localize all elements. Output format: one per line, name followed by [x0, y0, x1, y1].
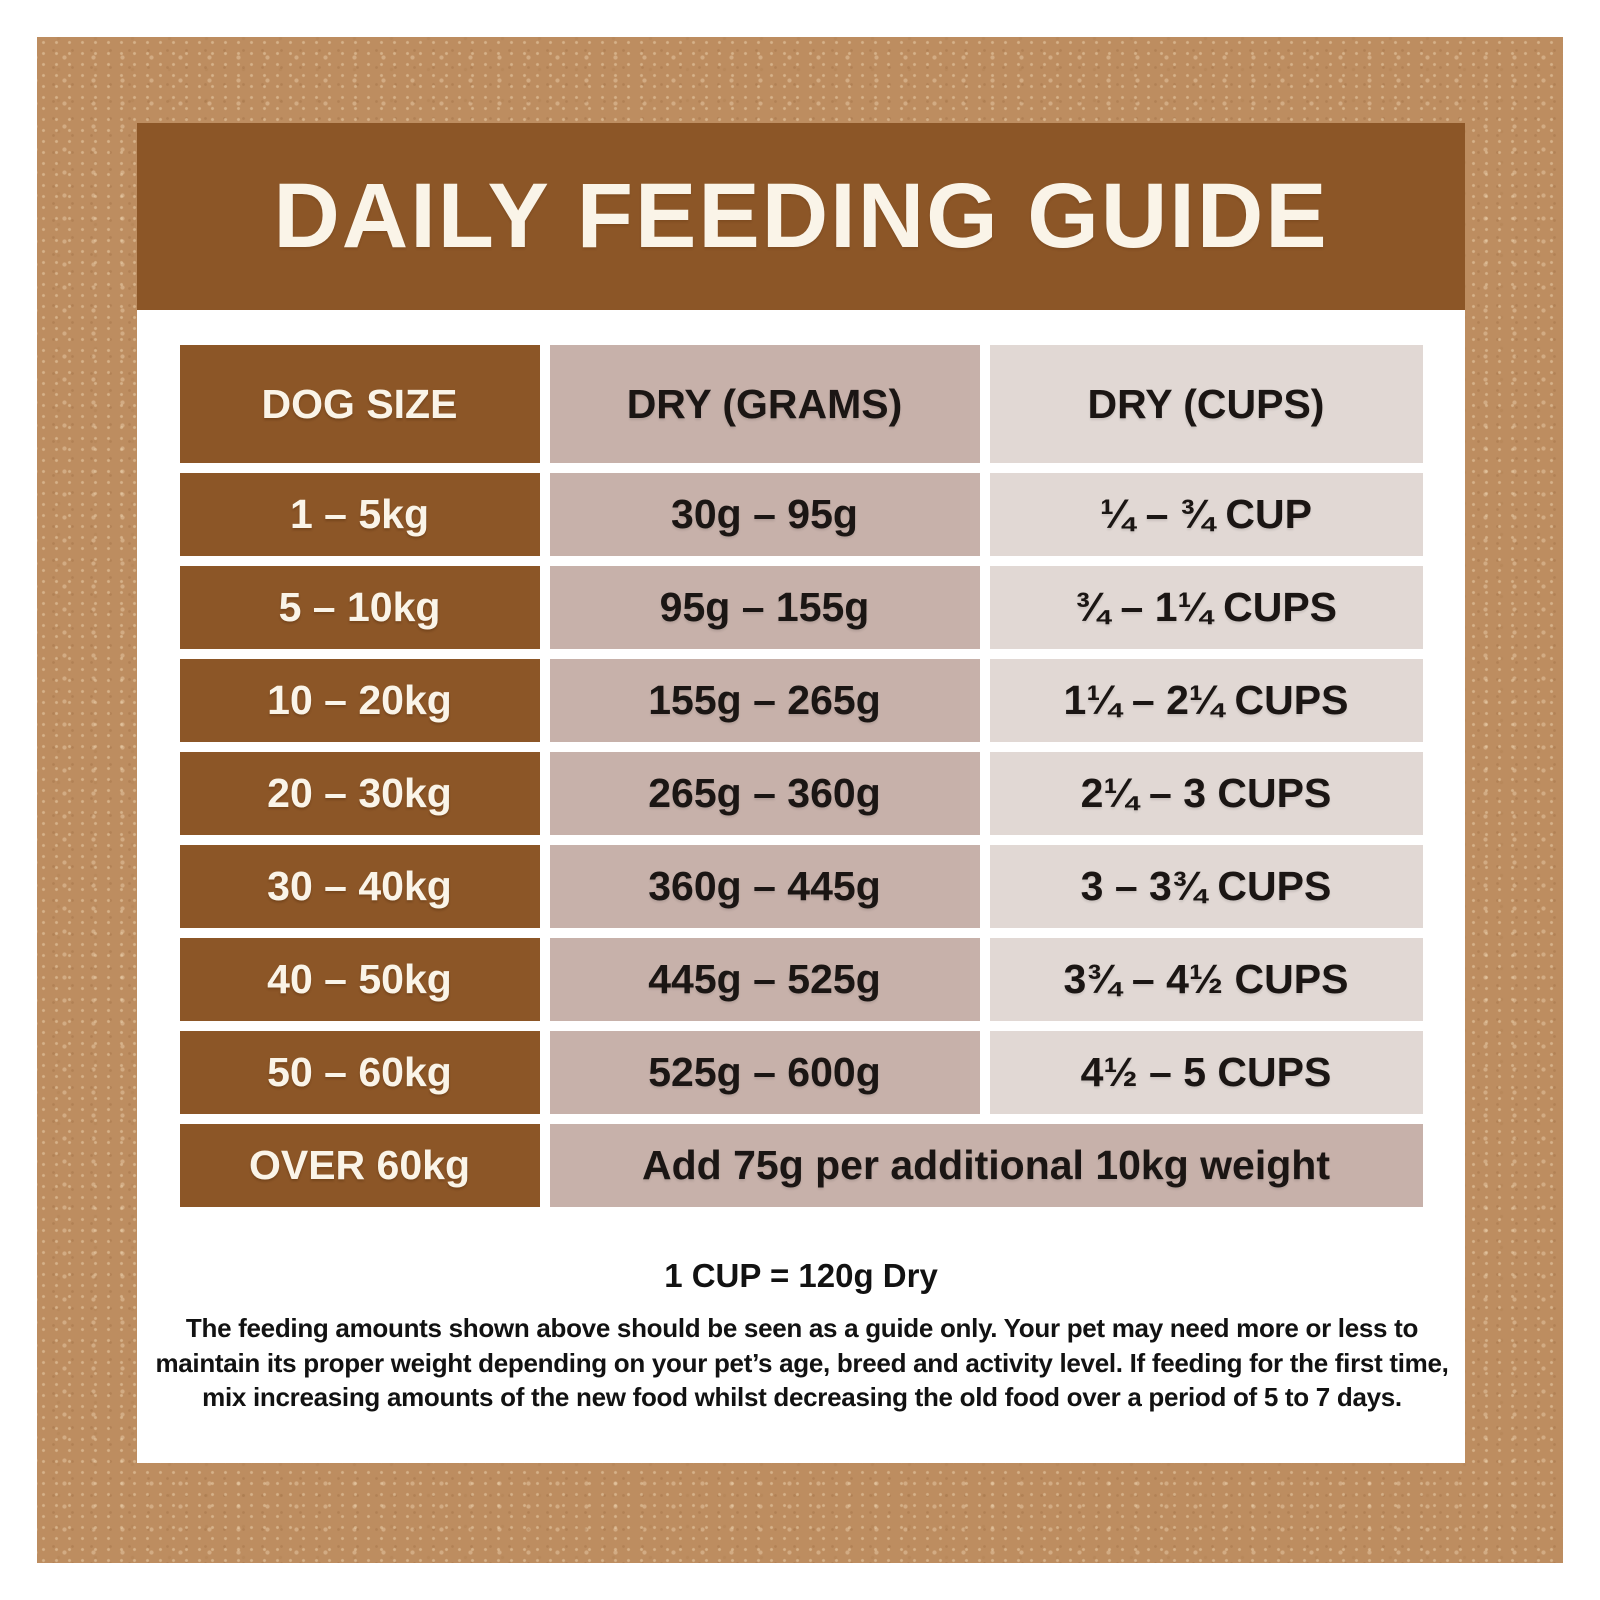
grams-cell: 95g – 155g — [550, 566, 980, 649]
header-cell-dog-size: DOG SIZE — [180, 345, 540, 463]
cups-cell: 3 – 3¾ CUPS — [990, 845, 1423, 928]
grams-cell: 155g – 265g — [550, 659, 980, 742]
dog-size-cell: 40 – 50kg — [180, 938, 540, 1021]
dog-size-cell: 30 – 40kg — [180, 845, 540, 928]
dog-size-cell: 50 – 60kg — [180, 1031, 540, 1114]
header-cell-dry-cups: DRY (CUPS) — [990, 345, 1423, 463]
over-60kg-note-cell: Add 75g per additional 10kg weight — [550, 1124, 1423, 1207]
dog-size-cell: 10 – 20kg — [180, 659, 540, 742]
dog-size-cell: 5 – 10kg — [180, 566, 540, 649]
feeding-table — [180, 345, 1423, 1207]
cups-cell: ¼ – ¾ CUP — [990, 473, 1423, 556]
cups-cell: 2¼ – 3 CUPS — [990, 752, 1423, 835]
cups-cell: 4½ – 5 CUPS — [990, 1031, 1423, 1114]
grams-cell: 445g – 525g — [550, 938, 980, 1021]
feeding-disclaimer: The feeding amounts shown above should be seen as a guide only. Your pet may need more or less to maintain its proper weight depending on your pet’s age, breed and activity level. If feeding for the first time, mix increasing amounts of the new food whilst decreasing the old food over a period of 5 to 7 days. — [155, 1313, 1449, 1413]
page-title: DAILY FEEDING GUIDE — [273, 165, 1329, 267]
grams-cell: 525g – 600g — [550, 1031, 980, 1114]
cups-cell: 1¼ – 2¼ CUPS — [990, 659, 1423, 742]
grams-cell: 360g – 445g — [550, 845, 980, 928]
dog-size-cell: OVER 60kg — [180, 1124, 540, 1207]
dog-size-cell: 1 – 5kg — [180, 473, 540, 556]
dog-size-cell: 20 – 30kg — [180, 752, 540, 835]
cup-equivalence-note: 1 CUP = 120g Dry — [664, 1257, 938, 1294]
header-cell-dry-grams: DRY (GRAMS) — [550, 345, 980, 463]
cups-cell: ¾ – 1¼ CUPS — [990, 566, 1423, 649]
grams-cell: 265g – 360g — [550, 752, 980, 835]
inner-panel — [137, 123, 1465, 1463]
title-banner — [137, 123, 1465, 310]
cups-cell: 3¾ – 4½ CUPS — [990, 938, 1423, 1021]
grams-cell: 30g – 95g — [550, 473, 980, 556]
